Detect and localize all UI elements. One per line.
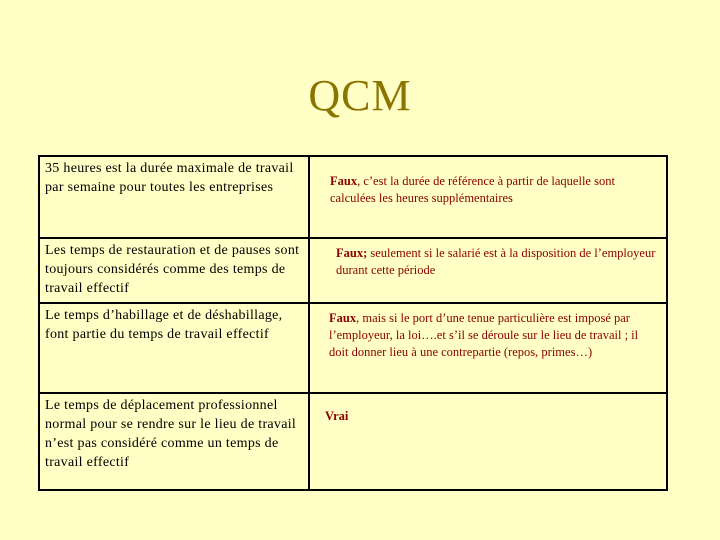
verdict-label: Faux <box>330 174 358 188</box>
answer-cell <box>309 393 667 490</box>
answer-explanation: , mais si le port d’une tenue particulière est imposé par l’employeur, la loi….et s’il se déroule sur le lieu de travail ; il doit donner lieu à une contrepartie (repos, primes…) <box>329 311 639 359</box>
question-cell: Le temps d’habillage et de déshabillage, font partie du temps de travail effectif <box>39 303 309 393</box>
question-cell: Le temps de déplacement professionnel normal pour se rendre sur le lieu de travail n’est pas considéré comme un temps de travail effectif <box>39 393 309 490</box>
verdict-label: Vrai <box>325 409 349 423</box>
question-cell: 35 heures est la durée maximale de travail par semaine pour toutes les entreprises <box>39 156 309 238</box>
page-title: QCM <box>308 71 412 120</box>
answer-explanation: , c’est la durée de référence à partir de laquelle sont calculées les heures supplémentaires <box>330 174 615 205</box>
quiz-table <box>38 155 668 491</box>
answer-explanation: seulement si le salarié est à la disposition de l’employeur durant cette période <box>336 246 656 277</box>
verdict-label: Faux <box>329 311 357 325</box>
answer-cell <box>309 303 667 393</box>
quiz-row <box>39 156 667 238</box>
quiz-row <box>39 303 667 393</box>
quiz-row <box>39 238 667 303</box>
answer-cell <box>309 238 667 303</box>
answer-cell <box>309 156 667 238</box>
question-cell: Les temps de restauration et de pauses sont toujours considérés comme des temps de travail effectif <box>39 238 309 303</box>
quiz-row <box>39 393 667 490</box>
verdict-label: Faux; <box>336 246 368 260</box>
